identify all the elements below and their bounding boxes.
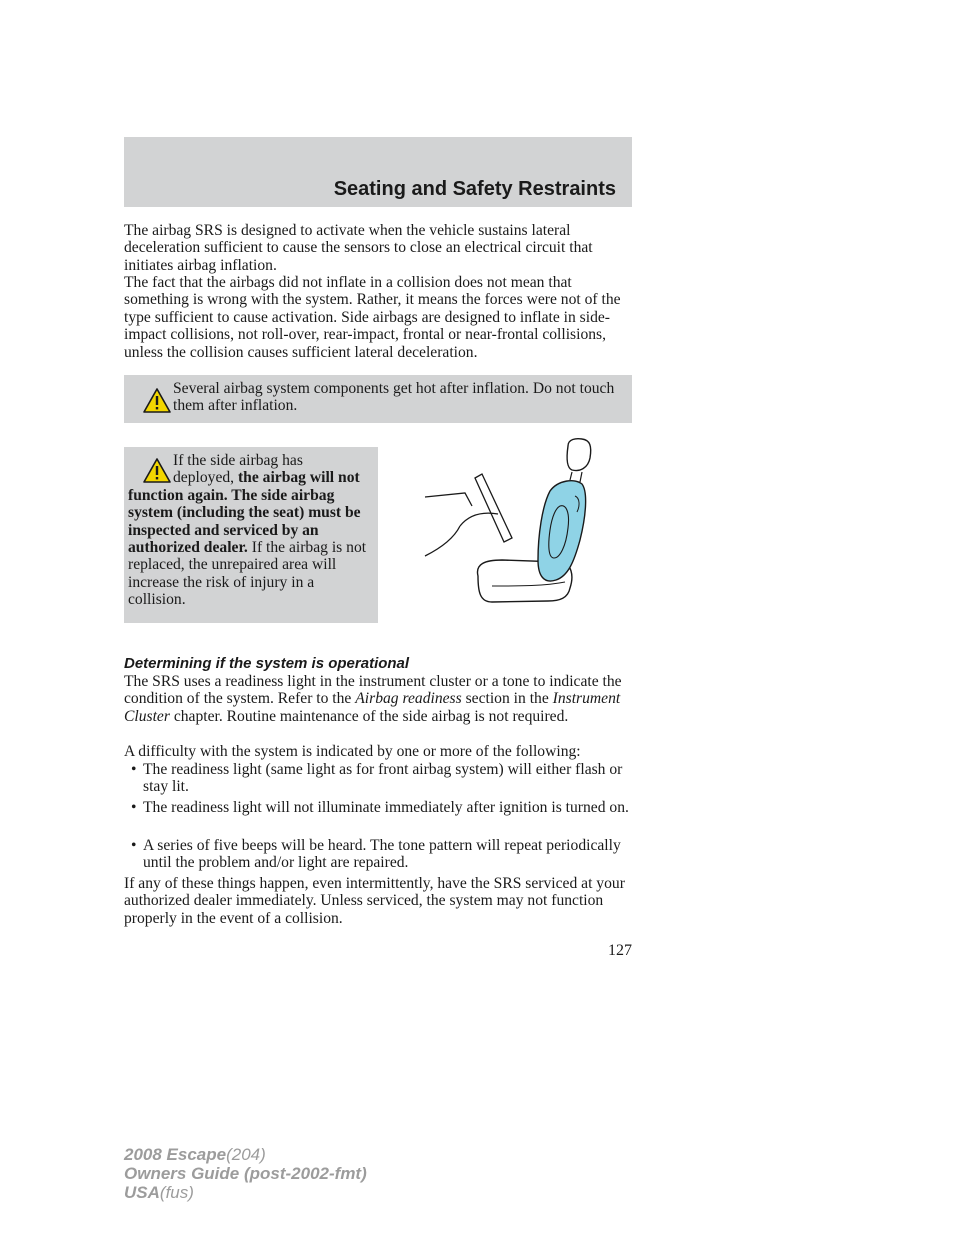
footer-guide-name: Owners Guide (post-2002-fmt): [124, 1164, 367, 1183]
document-footer: [124, 1145, 367, 1202]
paragraph-airbag-not-inflated: The fact that the airbags did not inflate in a collision does not mean that something is wrong with the system. Rather, it means the forces were not of the type sufficient to cause activation. Side airbags are designed to inflate in side-impact collisions, not roll-over, rear-impact, frontal or near-frontal collisions, unless the collision causes sufficient lateral deceleration.: [124, 274, 621, 361]
page-number: 127: [608, 942, 632, 959]
section-title: Seating and Safety Restraints: [333, 178, 616, 200]
warning-lead-text: deployed,: [173, 469, 235, 487]
footer-market: USA: [124, 1183, 160, 1202]
paragraph-difficulty: A difficulty with the system is indicated by one or more of the following:: [124, 743, 581, 760]
section-heading-operational: Determining if the system is operational: [124, 655, 410, 672]
warning-box-hot-components: [124, 375, 632, 423]
bullet-icon: •: [131, 837, 137, 854]
reference-airbag-readiness: Airbag readiness: [355, 690, 462, 708]
bullet-text: The readiness light (same light as for front airbag system) will either flash or stay lit.: [143, 761, 623, 796]
paragraph-readiness-light: [124, 673, 632, 725]
warning-triangle-icon: [142, 387, 172, 414]
warning-text-side-airbag: [128, 469, 374, 608]
section-header-band: [124, 137, 632, 207]
bullet-icon: •: [131, 799, 137, 816]
warning-rest-text: If the airbag is not replaced, the unrepaired area will increase the risk of injury in a collision.: [128, 539, 367, 609]
seat-side-airbag-illustration: [420, 436, 600, 606]
p1-part-a: The SRS uses a readiness light in the instrument cluster or a tone to indicate the condition of the system. Refer to the: [124, 673, 622, 708]
warning-line1: If the side airbag has: [173, 452, 303, 469]
warning-bold-text: the airbag will not function again. The side airbag system (including the seat) must be inspected and serviced by an authorized dealer.: [128, 469, 361, 557]
footer-model: 2008 Escape: [124, 1145, 227, 1164]
bullet-text: The readiness light will not illuminate immediately after ignition is turned on.: [143, 799, 629, 816]
paragraph-srs-activation: The airbag SRS is designed to activate when the vehicle sustains lateral deceleration sufficient to cause the sensors to close an electrical circuit that initiates airbag inflation.: [124, 222, 593, 274]
bullet-text: A series of five beeps will be heard. The tone pattern will repeat periodically until the problem and/or light are repaired.: [143, 837, 621, 872]
p1-part-c: chapter. Routine maintenance of the side airbag is not required.: [173, 707, 569, 725]
warning-text-hot-components: Several airbag system components get hot after inflation. Do not touch them after inflation.: [173, 380, 615, 415]
p1-part-b: section in the: [465, 690, 549, 708]
warning-box-side-airbag-deployed: [124, 447, 378, 623]
footer-market-code: (fus): [159, 1183, 194, 1202]
reference-instrument-cluster: Instrument Cluster: [124, 690, 621, 725]
footer-model-code: (204): [226, 1145, 266, 1164]
bullet-icon: •: [131, 761, 137, 778]
paragraph-service-advice: If any of these things happen, even intermittently, have the SRS serviced at your authorized dealer immediately. Unless serviced, the system may not function properly in the event of a collision.: [124, 875, 625, 927]
